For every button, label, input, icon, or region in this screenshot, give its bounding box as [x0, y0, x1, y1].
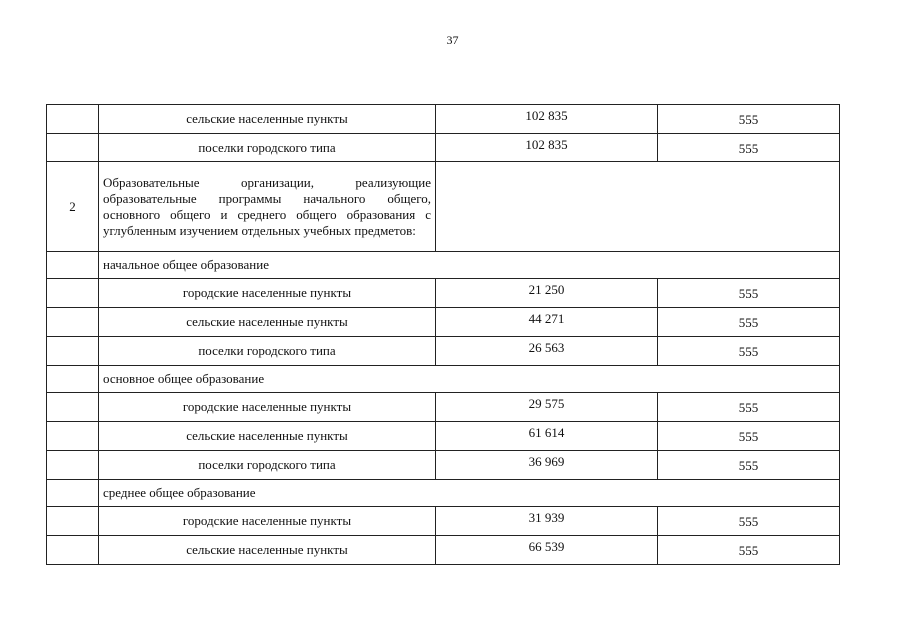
row-code-text: 555: [738, 429, 759, 444]
row-name: городские населенные пункты: [99, 507, 436, 536]
row-value: [436, 422, 658, 451]
row-value: [436, 308, 658, 337]
row-name: городские населенные пункты: [99, 393, 436, 422]
row-code: [658, 451, 840, 480]
row-number: [47, 337, 99, 366]
row-code: [658, 279, 840, 308]
row-code-text: 555: [738, 543, 759, 558]
row-value-text: 26 563: [528, 340, 565, 355]
row-name: поселки городского типа: [99, 337, 436, 366]
table-row: [47, 105, 840, 134]
row-value-text: 66 539: [528, 539, 565, 554]
row-value-text: 61 614: [528, 425, 565, 440]
row-name: сельские населенные пункты: [99, 105, 436, 134]
subsection-title: среднее общее образование: [99, 480, 840, 507]
row-name: городские населенные пункты: [99, 279, 436, 308]
row-number: [47, 451, 99, 480]
table-row: [47, 451, 840, 480]
subsection-title: начальное общее образование: [99, 252, 840, 279]
row-number: [47, 134, 99, 162]
subsection-row: [47, 480, 840, 507]
row-code-text: 555: [738, 458, 759, 473]
row-number: [47, 480, 99, 507]
row-name: сельские населенные пункты: [99, 536, 436, 565]
table-row: [47, 134, 840, 162]
row-code-text: 555: [738, 315, 759, 330]
row-value-text: 36 969: [528, 454, 565, 469]
row-code-text: 555: [738, 344, 759, 359]
subsection-row: [47, 252, 840, 279]
row-code: [658, 134, 840, 162]
row-code-text: 555: [738, 400, 759, 415]
row-number: 2: [47, 162, 99, 252]
row-code: [658, 105, 840, 134]
row-value-text: 102 835: [525, 108, 568, 123]
row-code: [658, 507, 840, 536]
row-code-text: 555: [738, 112, 759, 127]
row-value: [436, 134, 658, 162]
table-row: [47, 308, 840, 337]
row-number: [47, 393, 99, 422]
row-code-text: 555: [738, 140, 759, 156]
row-code: [658, 337, 840, 366]
row-number: [47, 105, 99, 134]
row-number: [47, 507, 99, 536]
subsection-row: [47, 366, 840, 393]
row-value-text: 21 250: [528, 282, 565, 297]
table-row: [47, 393, 840, 422]
row-name: поселки городского типа: [99, 451, 436, 480]
subsection-title: основное общее образование: [99, 366, 840, 393]
row-value-text: 31 939: [528, 510, 565, 525]
row-code: [658, 393, 840, 422]
row-value: [436, 536, 658, 565]
row-code-text: 555: [738, 286, 759, 301]
row-number: [47, 422, 99, 451]
row-name: поселки городского типа: [99, 134, 436, 162]
row-code: [658, 308, 840, 337]
row-code-text: 555: [738, 514, 759, 529]
row-value-text: 29 575: [528, 396, 565, 411]
table-row: [47, 422, 840, 451]
row-name: сельские населенные пункты: [99, 308, 436, 337]
row-value-text: 102 835: [525, 136, 568, 152]
row-number: [47, 366, 99, 393]
row-value-text: 44 271: [528, 311, 565, 326]
row-value: [436, 279, 658, 308]
row-number: [47, 252, 99, 279]
section-row: [47, 162, 840, 252]
row-value: [436, 105, 658, 134]
table-row: [47, 279, 840, 308]
data-table: [46, 104, 840, 565]
table-row: [47, 337, 840, 366]
row-name: сельские населенные пункты: [99, 422, 436, 451]
table-row: [47, 507, 840, 536]
section-description: Образовательные организации, реализующие образовательные программы начального общего, основного общего и среднего общего образования с углубленным изучением отдельных учебных предметов:: [99, 162, 436, 252]
row-value: [436, 393, 658, 422]
table-row: [47, 536, 840, 565]
row-value: [436, 337, 658, 366]
row-number: [47, 536, 99, 565]
page-number: 37: [446, 33, 459, 47]
row-code: [658, 422, 840, 451]
row-value: [436, 507, 658, 536]
row-value: [436, 451, 658, 480]
empty-cell: [436, 162, 840, 252]
row-number: [47, 308, 99, 337]
row-number: [47, 279, 99, 308]
row-code: [658, 536, 840, 565]
